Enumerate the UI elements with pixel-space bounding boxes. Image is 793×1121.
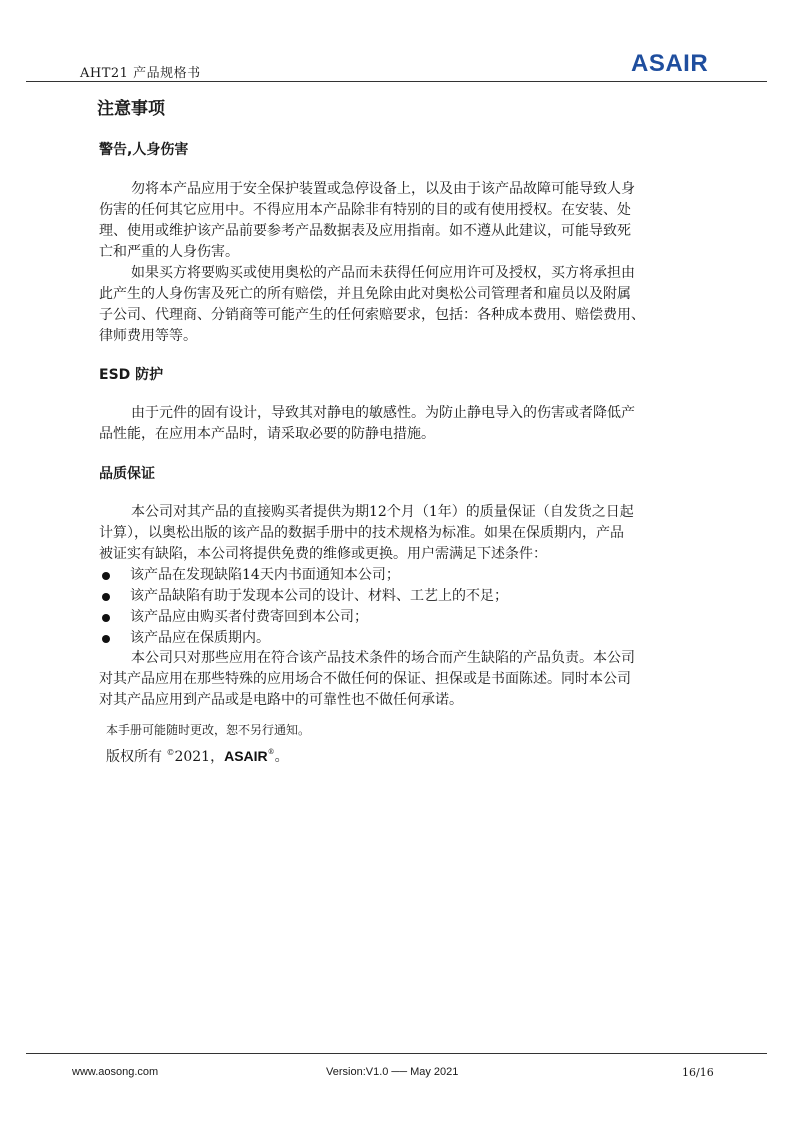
text-line: 伤害的任何其它应用中。不得应用本产品除非有特别的目的或有使用授权。在安装、处: [99, 202, 631, 218]
quality-intro-paragraph: [99, 502, 749, 565]
text-line: 此产生的人身伤害及死亡的所有赔偿，并且免除由此对奥松公司管理者和雇员以及附属: [99, 286, 631, 302]
text-line: 对其产品应用到产品或是电路中的可靠性也不做任何承诺。: [99, 692, 463, 708]
text-line: 勿将本产品应用于安全保护装置或急停设备上，以及由于该产品故障可能导致人身: [131, 181, 635, 197]
text-line: 被证实有缺陷，本公司将提供免费的维修或更换。用户需满足下述条件：: [99, 546, 547, 562]
text-line: 子公司、代理商、分销商等可能产生的任何索赔要求，包括：各种成本费用、赔偿费用、: [99, 307, 645, 323]
text-line: 如果买方将要购买或使用奥松的产品而未获得任何应用许可及授权，买方将承担由: [131, 265, 635, 281]
text-line: 理、使用或维护该产品前要参考产品数据表及应用指南。如不遵从此建议，可能导致死: [99, 223, 631, 239]
copyright-prefix: 版权所有: [106, 749, 167, 765]
section-heading-esd: ESD 防护: [99, 367, 164, 383]
warning-paragraph-2: [99, 263, 749, 347]
copyright-brand: ASAIR: [224, 748, 268, 764]
section-heading-quality: 品质保证: [99, 466, 155, 482]
bullet-icon: [102, 572, 110, 580]
section-heading-warning: 警告,人身伤害: [99, 142, 189, 158]
copyright-line: [106, 741, 289, 768]
text-line: 品性能，在应用本产品时，请采取必要的防静电措施。: [99, 426, 435, 442]
copyright-symbol: ©: [166, 748, 175, 757]
esd-paragraph: [99, 403, 749, 445]
text-line: 本公司只对那些应用在符合该产品技术条件的场合而产生缺陷的产品负责。本公司: [131, 650, 635, 666]
list-item: [99, 565, 508, 586]
list-item-text: 该产品应在保质期内。: [130, 630, 270, 646]
warranty-conditions-list: [99, 565, 508, 649]
list-item: [99, 586, 508, 607]
text-line: 亡和严重的人身伤害。: [99, 244, 239, 260]
text-line: 律师费用等等。: [99, 328, 197, 344]
text-line: 本公司对其产品的直接购买者提供为期12个月（1年）的质量保证（自发货之日起: [131, 504, 634, 520]
warning-paragraph-1: [99, 179, 749, 263]
copyright-suffix: 。: [274, 749, 289, 765]
page-title: 注意事项: [97, 99, 165, 119]
registered-mark: ®: [267, 748, 275, 756]
list-item: [99, 607, 508, 628]
change-notice: 本手册可能随时更改，恕不另行通知。: [106, 723, 311, 737]
bullet-icon: [102, 635, 110, 643]
list-item: [99, 628, 508, 649]
text-line: 由于元件的固有设计，导致其对静电的敏感性。为防止静电导入的伤害或者降低产: [131, 405, 635, 421]
text-line: 对其产品应用在那些特殊的应用场合不做任何的保证、担保或是书面陈述。同时本公司: [99, 671, 631, 687]
header-divider: [26, 81, 767, 82]
list-item-text: 该产品缺陷有助于发现本公司的设计、材料、工艺上的不足；: [130, 588, 508, 604]
list-item-text: 该产品在发现缺陷14天内书面通知本公司；: [130, 567, 400, 583]
bullet-icon: [102, 614, 110, 622]
text-line: 计算），以奥松出版的该产品的数据手册中的技术规格为标准。如果在保质期内，产品: [99, 525, 624, 541]
copyright-year: 2021，: [174, 749, 225, 765]
document-title: AHT21 产品规格书: [80, 66, 201, 81]
quality-closing-paragraph: [99, 648, 749, 711]
list-item-text: 该产品应由购买者付费寄回到本公司；: [130, 609, 368, 625]
footer-website: www.aosong.com: [72, 1066, 159, 1078]
bullet-icon: [102, 593, 110, 601]
page-number: 16/16: [682, 1066, 714, 1079]
asair-logo: ASAIR: [631, 50, 709, 77]
footer-version: Version:V1.0 ── May 2021: [326, 1066, 459, 1078]
footer-divider: [26, 1053, 767, 1054]
